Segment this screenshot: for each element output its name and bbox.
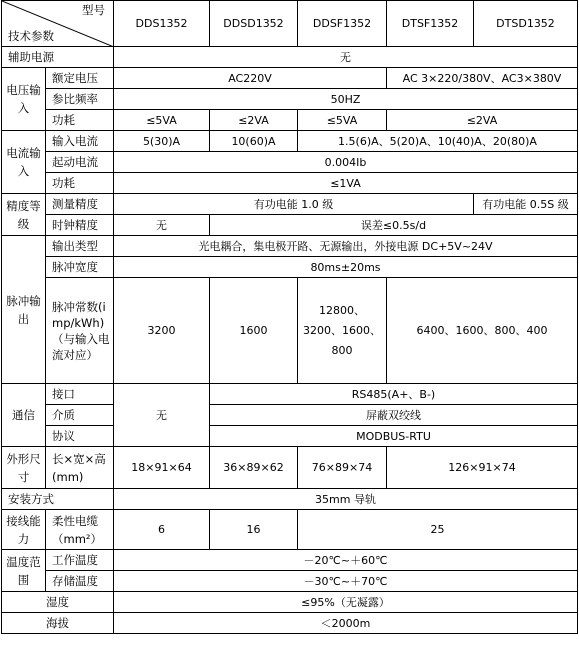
comm-protocol-value: MODBUS-RTU xyxy=(210,426,578,447)
comm-medium-label: 介质 xyxy=(46,405,114,426)
dimensions-ddsd: 36×89×62 xyxy=(210,447,298,489)
comm-medium-value: 屏蔽双绞线 xyxy=(210,405,578,426)
input-current-dds: 5(30)A xyxy=(114,131,210,152)
dimensions-label: 长×宽×高(mm) xyxy=(46,447,114,489)
model-ddsd1352: DDSD1352 xyxy=(210,1,298,47)
corner-param-label: 技术参数 xyxy=(8,29,54,43)
clock-accuracy-value: 误差≤0.5s/d xyxy=(210,215,578,236)
temperature-group: 温度范围 xyxy=(2,550,46,592)
comm-interface-row xyxy=(2,384,578,405)
rated-voltage-three: AC 3×220/380V、AC3×380V xyxy=(387,68,578,89)
comm-interface-label: 接口 xyxy=(46,384,114,405)
comm-none: 无 xyxy=(114,384,210,447)
model-dtsd1352: DTSD1352 xyxy=(474,1,578,47)
ref-frequency-row xyxy=(2,89,578,110)
humidity-value: ≤95%（无凝露） xyxy=(114,592,578,613)
pulse-constant-label: 脉冲常数(imp/kWh)（与输入电流对应） xyxy=(46,278,114,384)
pulse-constant-ddsf: 12800、3200、1600、800 xyxy=(298,278,387,384)
mounting-label: 安装方式 xyxy=(2,489,114,510)
storage-temp-label: 存储温度 xyxy=(46,571,114,592)
current-input-group: 电流输入 xyxy=(2,131,46,194)
ref-frequency-label: 参比频率 xyxy=(46,89,114,110)
comm-protocol-label: 协议 xyxy=(46,426,114,447)
model-ddsf1352: DDSF1352 xyxy=(298,1,387,47)
wiring-dds: 6 xyxy=(114,510,210,550)
rated-voltage-single: AC220V xyxy=(114,68,387,89)
voltage-power-dds: ≤5VA xyxy=(114,110,210,131)
pulse-type-label: 输出类型 xyxy=(46,236,114,257)
current-power-row xyxy=(2,173,578,194)
dimensions-ddsf: 76×89×74 xyxy=(298,447,387,489)
rated-voltage-row xyxy=(2,68,578,89)
measure-accuracy-dtsd: 有功电能 0.5S 级 xyxy=(474,194,578,215)
pulse-width-label: 脉冲宽度 xyxy=(46,257,114,278)
model-dtsf1352: DTSF1352 xyxy=(387,1,474,47)
voltage-input-group: 电压输入 xyxy=(2,68,46,131)
mounting-row xyxy=(2,489,578,510)
pulse-constant-ddsd: 1600 xyxy=(210,278,298,384)
pulse-width-row xyxy=(2,257,578,278)
current-power-value: ≤1VA xyxy=(114,173,578,194)
start-current-label: 起动电流 xyxy=(46,152,114,173)
measure-accuracy-value: 有功电能 1.0 级 xyxy=(114,194,474,215)
operating-temp-label: 工作温度 xyxy=(46,550,114,571)
comm-interface-value: RS485(A+、B-) xyxy=(210,384,578,405)
storage-temp-value: －30℃~＋70℃ xyxy=(114,571,578,592)
voltage-power-three: ≤2VA xyxy=(387,110,578,131)
aux-power-label: 辅助电源 xyxy=(2,47,114,68)
wiring-ddsd: 16 xyxy=(210,510,298,550)
aux-power-row xyxy=(2,47,578,68)
dimensions-dds: 18×91×64 xyxy=(114,447,210,489)
spec-table xyxy=(1,0,578,634)
humidity-row xyxy=(2,592,578,613)
wiring-group: 接线能力 xyxy=(2,510,46,550)
header-row xyxy=(2,1,578,47)
voltage-power-ddsd: ≤2VA xyxy=(210,110,298,131)
current-power-label: 功耗 xyxy=(46,173,114,194)
pulse-constant-row xyxy=(2,278,578,384)
dimensions-group: 外形尺寸 xyxy=(2,447,46,489)
pulse-width-value: 80ms±20ms xyxy=(114,257,578,278)
communication-group: 通信 xyxy=(2,384,46,447)
voltage-power-row xyxy=(2,110,578,131)
measure-accuracy-label: 测量精度 xyxy=(46,194,114,215)
dimensions-three: 126×91×74 xyxy=(387,447,578,489)
accuracy-group: 精度等级 xyxy=(2,194,46,236)
input-current-label: 输入电流 xyxy=(46,131,114,152)
model-dds1352: DDS1352 xyxy=(114,1,210,47)
pulse-type-row xyxy=(2,236,578,257)
wiring-others: 25 xyxy=(298,510,578,550)
clock-accuracy-row xyxy=(2,215,578,236)
aux-power-value: 无 xyxy=(114,47,578,68)
rated-voltage-label: 额定电压 xyxy=(46,68,114,89)
measure-accuracy-row xyxy=(2,194,578,215)
altitude-value: ＜2000m xyxy=(114,613,578,634)
storage-temp-row xyxy=(2,571,578,592)
operating-temp-row xyxy=(2,550,578,571)
pulse-type-value: 光电耦合，集电极开路、无源输出，外接电源 DC+5V~24V xyxy=(114,236,578,257)
clock-accuracy-label: 时钟精度 xyxy=(46,215,114,236)
comm-protocol-row xyxy=(2,426,578,447)
voltage-power-ddsf: ≤5VA xyxy=(298,110,387,131)
input-current-others: 1.5(6)A、5(20)A、10(40)A、20(80)A xyxy=(298,131,578,152)
wiring-row xyxy=(2,510,578,550)
humidity-label: 湿度 xyxy=(2,592,114,613)
corner-model-label: 型号 xyxy=(82,3,105,17)
input-current-ddsd: 10(60)A xyxy=(210,131,298,152)
pulse-output-group: 脉冲输出 xyxy=(2,236,46,384)
start-current-row xyxy=(2,152,578,173)
mounting-value: 35mm 导轨 xyxy=(114,489,578,510)
altitude-label: 海拔 xyxy=(2,613,114,634)
comm-medium-row xyxy=(2,405,578,426)
voltage-power-label: 功耗 xyxy=(46,110,114,131)
start-current-value: 0.004Ib xyxy=(114,152,578,173)
ref-frequency-value: 50HZ xyxy=(114,89,578,110)
input-current-row xyxy=(2,131,578,152)
wiring-label: 柔性电缆（mm²） xyxy=(46,510,114,550)
pulse-constant-dds: 3200 xyxy=(114,278,210,384)
dimensions-row xyxy=(2,447,578,489)
header-corner xyxy=(2,1,114,47)
operating-temp-value: －20℃~＋60℃ xyxy=(114,550,578,571)
pulse-constant-three: 6400、1600、800、400 xyxy=(387,278,578,384)
clock-accuracy-none: 无 xyxy=(114,215,210,236)
altitude-row xyxy=(2,613,578,634)
